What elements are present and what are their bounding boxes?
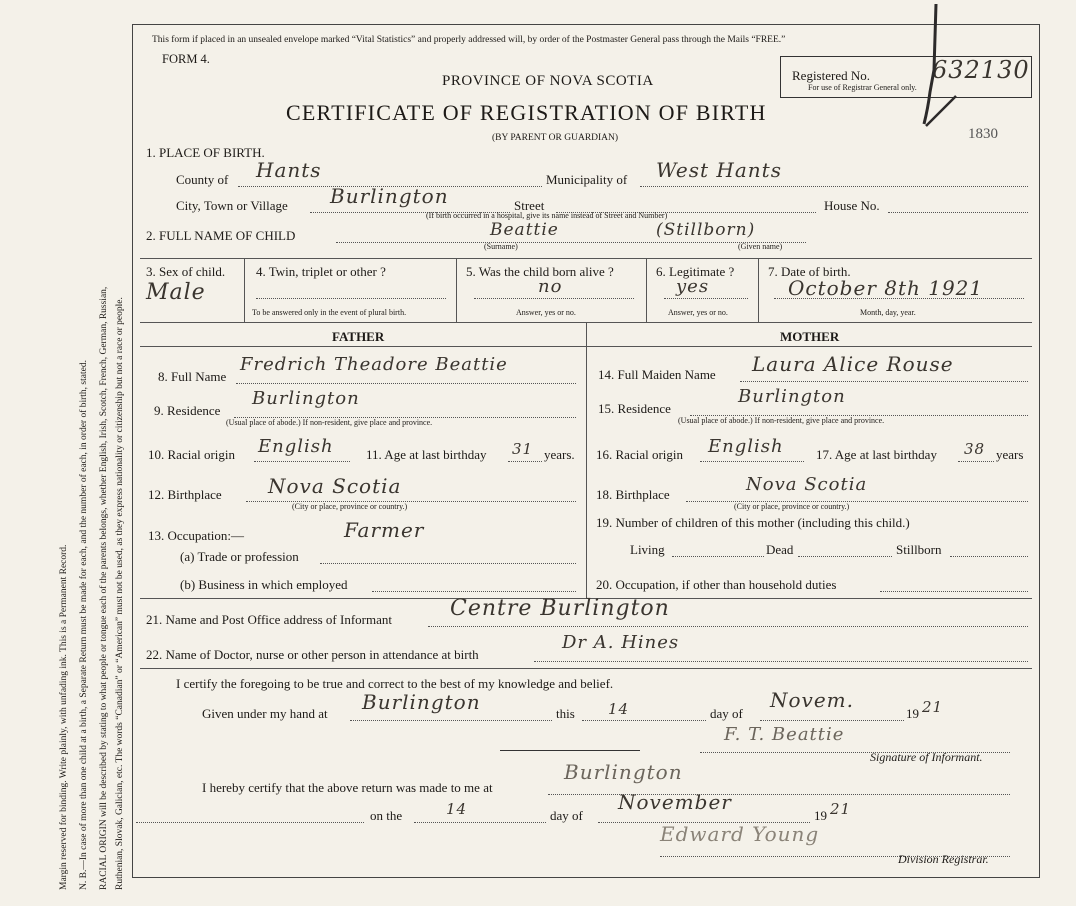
on-the-label: on the <box>370 808 403 823</box>
business-label: (b) Business in which employed <box>180 577 348 592</box>
form-number: FORM 4. <box>162 52 210 66</box>
municipality-label: Municipality of <box>546 172 628 187</box>
certificate-title: CERTIFICATE OF REGISTRATION OF BIRTH <box>286 100 767 125</box>
twin-note: To be answered only in the event of plural birth. <box>252 308 407 317</box>
day-of-label: day of <box>710 706 743 721</box>
registrar-day-of-label: day of <box>550 808 583 823</box>
mother-racial-label: 16. Racial origin <box>596 447 684 462</box>
this-label: this <box>556 706 575 721</box>
registrar-day-value: 14 <box>446 800 468 818</box>
legitimate-value: yes <box>676 276 710 297</box>
father-age-label: 11. Age at last birthday <box>366 447 487 462</box>
place-of-birth-label: 1. PLACE OF BIRTH. <box>146 145 265 160</box>
child-name-label: 2. FULL NAME OF CHILD <box>146 228 296 243</box>
informant-signature: F. T. Beattie <box>724 724 845 745</box>
father-name-label: 8. Full Name <box>158 369 227 384</box>
father-name-value: Fredrich Theadore Beattie <box>240 354 508 375</box>
informant-signature-caption: Signature of Informant. <box>870 750 983 764</box>
certify-statement: I certify the foregoing to be true and correct to the best of my knowledge and belief. <box>176 676 614 691</box>
mother-birthplace-note: (City or place, province or country.) <box>734 502 850 511</box>
child-surname-value: Beattie <box>490 220 559 240</box>
trade-label: (a) Trade or profession <box>180 549 299 564</box>
year-stamp: 1830 <box>968 126 998 142</box>
stillborn-label: Stillborn <box>896 542 942 557</box>
dob-note: Month, day, year. <box>860 308 916 317</box>
sex-label: 3. Sex of child. <box>146 264 226 279</box>
informant-year-prefix: 19 <box>906 706 919 721</box>
registered-label: Registered No. <box>792 68 870 83</box>
child-given-value: (Stillborn) <box>656 220 756 240</box>
mother-name-label: 14. Full Maiden Name <box>598 367 716 382</box>
attendant-label: 22. Name of Doctor, nurse or other person in attendance at birth <box>146 647 479 662</box>
twin-label: 4. Twin, triplet or other ? <box>256 264 386 279</box>
pen-mark <box>900 0 980 140</box>
registrar-place-value: Burlington <box>564 760 683 784</box>
informant-year-value: 21 <box>922 698 944 716</box>
legitimate-note: Answer, yes or no. <box>668 308 728 317</box>
registered-note: For use of Registrar General only. <box>808 83 917 92</box>
mother-age-label: 17. Age at last birthday <box>816 447 937 462</box>
dob-value: October 8th 1921 <box>788 276 984 300</box>
informant-label: 21. Name and Post Office address of Informant <box>146 612 392 627</box>
city-label: City, Town or Village <box>176 198 288 213</box>
city-value: Burlington <box>330 184 449 208</box>
father-residence-note: (Usual place of abode.) If non-resident, give place and province. <box>226 418 433 427</box>
born-alive-value: no <box>538 276 563 297</box>
registrar-year-prefix: 19 <box>814 808 827 823</box>
father-age-value: 31 <box>512 440 534 458</box>
margin-note-binding: Margin reserved for binding. Write plainly, with unfading ink. This is a Permanent Record. <box>59 544 69 890</box>
street-label: Street <box>514 198 545 213</box>
father-occupation-value: Farmer <box>344 518 425 542</box>
father-racial-value: English <box>258 436 334 457</box>
margin-note-racial-1: RACIAL ORIGIN will be described by stating to what people or tongue each of the parents belongs, whether English, Irish, Scotch, French, German, Russian, <box>99 286 109 890</box>
mother-birthplace-value: Nova Scotia <box>746 474 868 495</box>
top-notice: This form if placed in an unsealed envelope marked “Vital Statistics” and properly addressed will, by order of the Postmaster General pass through the Mails “FREE.” <box>152 35 786 45</box>
father-heading: FATHER <box>332 329 385 344</box>
hospital-note: (If birth occurred in a hospital, give its name instead of Street and Number) <box>426 211 668 220</box>
father-birthplace-value: Nova Scotia <box>268 474 402 498</box>
municipality-value: West Hants <box>656 158 782 182</box>
sex-value: Male <box>146 280 206 305</box>
legitimate-label: 6. Legitimate ? <box>656 264 735 279</box>
mother-name-value: Laura Alice Rouse <box>752 352 954 376</box>
living-label: Living <box>630 542 665 557</box>
mother-birthplace-label: 18. Birthplace <box>596 487 670 502</box>
registrar-year-value: 21 <box>830 800 852 818</box>
attendant-value: Dr A. Hines <box>562 632 680 653</box>
given-caption: (Given name) <box>738 242 783 251</box>
father-racial-label: 10. Racial origin <box>148 447 236 462</box>
father-birthplace-label: 12. Birthplace <box>148 487 222 502</box>
mother-residence-value: Burlington <box>738 386 846 407</box>
informant-value: Centre Burlington <box>450 596 670 621</box>
mother-occupation-label: 20. Occupation, if other than household duties <box>596 577 837 592</box>
informant-month-value: Novem. <box>770 688 854 712</box>
county-label: County of <box>176 172 229 187</box>
born-alive-label: 5. Was the child born alive ? <box>466 264 614 279</box>
father-residence-label: 9. Residence <box>154 403 221 418</box>
province-heading: PROVINCE OF NOVA SCOTIA <box>442 73 654 89</box>
certificate-subtitle: (BY PARENT OR GUARDIAN) <box>492 133 619 143</box>
margin-note-racial-2: Ruthenian, Slovak, Galician, etc. The words “Canadian” or “American” must not be used, as they express nationality or citizenship but not a race or people. <box>115 297 125 890</box>
house-no-label: House No. <box>824 198 880 213</box>
county-value: Hants <box>256 158 322 182</box>
mother-age-unit: years <box>996 447 1024 462</box>
registrar-signature: Edward Young <box>660 822 820 846</box>
father-age-unit: years. <box>544 447 575 462</box>
mother-residence-label: 15. Residence <box>598 401 671 416</box>
mother-residence-note: (Usual place of abode.) If non-resident, give place and province. <box>678 416 885 425</box>
given-under-label: Given under my hand at <box>202 706 328 721</box>
father-birthplace-note: (City or place, province or country.) <box>292 502 408 511</box>
informant-place-value: Burlington <box>362 690 481 714</box>
registrar-signature-caption: Division Registrar. <box>898 852 989 866</box>
registrar-statement: I hereby certify that the above return was made to me at <box>202 780 493 795</box>
informant-day-value: 14 <box>608 700 630 718</box>
dead-label: Dead <box>766 542 794 557</box>
father-residence-value: Burlington <box>252 388 360 409</box>
mother-heading: MOTHER <box>780 329 840 344</box>
surname-caption: (Surname) <box>484 242 518 251</box>
registrar-month-value: November <box>618 790 732 814</box>
occupation-label: 13. Occupation:— <box>148 528 245 543</box>
margin-note-nb: N. B.—In case of more than one child at a birth, a Separate Return must be made for each, and the number of each, in order of birth, stated. <box>79 360 89 890</box>
children-count-label: 19. Number of children of this mother (including this child.) <box>596 515 910 530</box>
registered-number: 632130 <box>932 56 1030 84</box>
mother-age-value: 38 <box>964 440 986 458</box>
born-alive-note: Answer, yes or no. <box>516 308 576 317</box>
mother-racial-value: English <box>708 436 784 457</box>
dob-label: 7. Date of birth. <box>768 264 851 279</box>
